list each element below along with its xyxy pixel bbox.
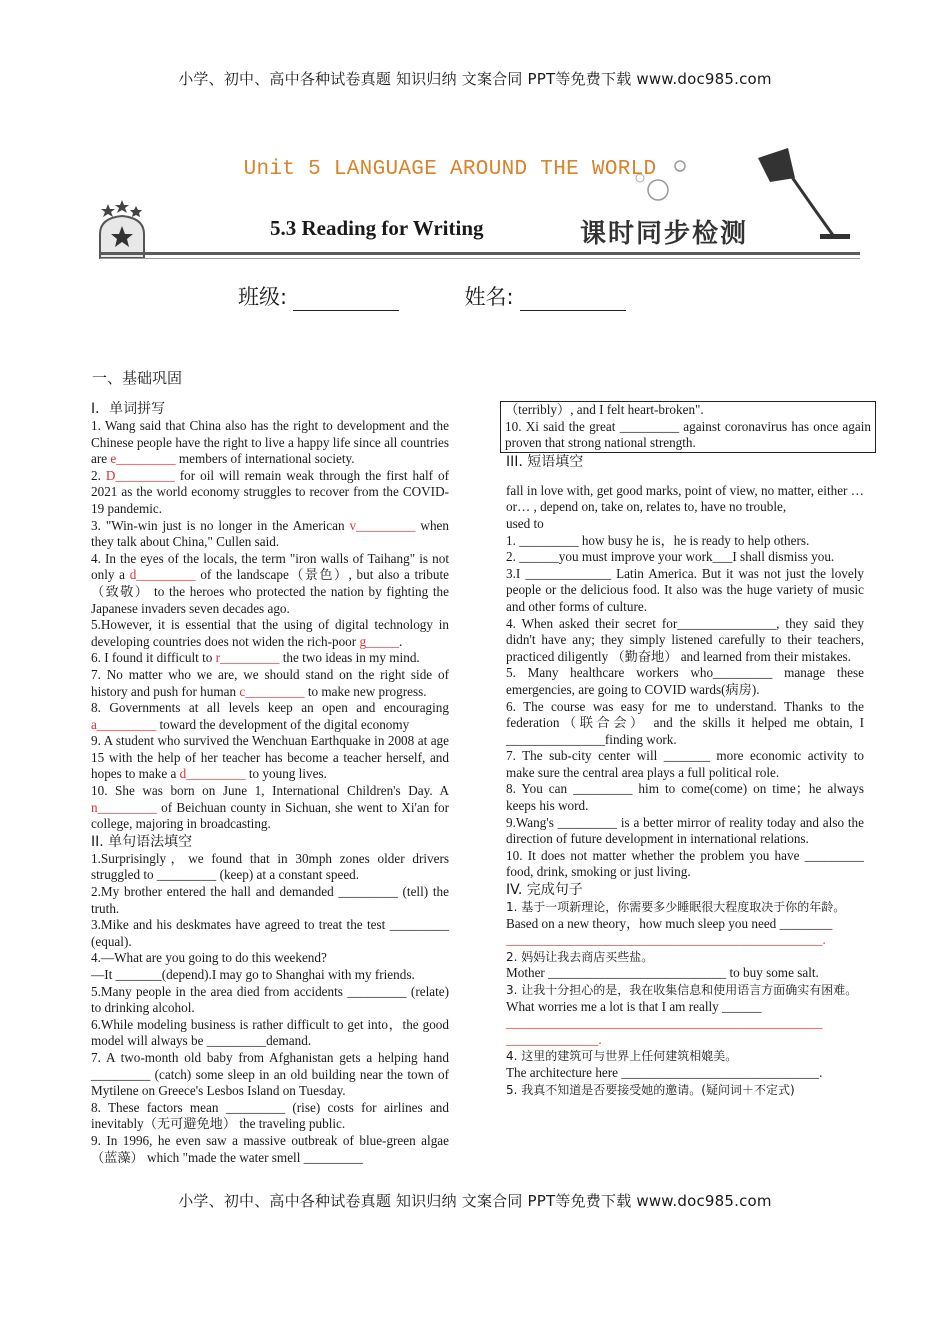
- unit-title: Unit 5 LANGUAGE AROUND THE WORLD: [243, 158, 657, 181]
- part2-item: 2.My brother entered the hall and demanded _________ (tell) the truth.: [91, 884, 449, 916]
- part1-item-text-rest: of the landscape（景色）, but also a tribute（致敬） to the heroes who protected the nation by fighting the Japanese invaders seven decades ago.: [91, 567, 449, 616]
- part1-item-text: 3. "Win-win just is no longer in the American: [91, 517, 350, 533]
- part4-en: The architecture here ______________________________.: [506, 1064, 823, 1080]
- answer-blank[interactable]: _________: [186, 766, 246, 782]
- part1-item-text: 10. She was born on June 1, International Children's Day. A: [91, 783, 449, 799]
- part2-item: 3.Mike and his deskmates have agreed to treat the test _________ (equal).: [91, 917, 449, 949]
- part1-item: [91, 650, 449, 667]
- part1-item: [91, 468, 449, 518]
- part4-cn: 1. 基于一项新理论，你需要多少睡眠很大程度取决于你的年龄。: [506, 900, 846, 915]
- part1-item-text-rest: when they talk about China," Cullen said.: [91, 517, 449, 550]
- part1-item-text: 1. Wang said that China also has the right to development and the Chinese people have the right to live a happy life since all countries are: [91, 418, 449, 467]
- right-column: [505, 401, 871, 1098]
- part3-item: 2. ______you must improve your work___I shall dismiss you.: [506, 549, 835, 565]
- part2-item: 1.Surprisingly，we found that in 30mph zones older drivers struggled to _________ (keep) at a constant speed.: [91, 850, 449, 883]
- part1-item: [91, 617, 449, 650]
- part1-item-text-rest: of Beichuan county in Sichuan, she went to Xi'an for college, majoring in broadcasting.: [91, 799, 449, 832]
- part3-item: 6. The course was easy for me to understand. Thanks to the federation（联合会） and the skills it helped me obtain, I _______________finding work.: [506, 698, 864, 747]
- left-column: [91, 400, 449, 1166]
- continued-box: [500, 401, 876, 453]
- header-divider: [100, 252, 860, 255]
- header-divider-thin: [100, 258, 860, 259]
- lesson-title: 5.3 Reading for Writing: [270, 216, 484, 240]
- answer-blank[interactable]: _________: [220, 650, 280, 666]
- part4-en: Mother ___________________________ to buy some salt.: [506, 965, 819, 981]
- answer-blank[interactable]: _________: [356, 517, 416, 533]
- stamp-title: 课时同步检测: [580, 219, 749, 249]
- hint-letter: a: [91, 716, 97, 732]
- part4-cn: 2. 妈妈让我去商店买些盐。: [506, 949, 654, 964]
- part1-item-text: 7. No matter who we are, we should stand on the right side of history and push for human: [91, 666, 449, 699]
- part4-cn: 4. 这里的建筑可与世界上任何建筑相媲美。: [506, 1049, 738, 1064]
- answer-blank[interactable]: _____: [366, 633, 400, 649]
- hint-letter: D: [105, 467, 116, 483]
- bottom-banner: 小学、初中、高中各种试卷真题 知识归纳 文案合同 PPT等免费下载 www.doc985.com: [178, 1192, 772, 1210]
- part1-item: [91, 700, 449, 733]
- part2-item: 5.Many people in the area died from accidents _________ (relate) to drinking alcohol.: [91, 983, 449, 1016]
- part2-item-10: 10. Xi said the great _________ against coronavirus has once again proven that strong national strength.: [505, 418, 871, 451]
- answer-blank[interactable]: _________: [97, 799, 157, 815]
- part1-item-text: 4. In the eyes of the locals, the term "iron walls of Taihang" is not only a: [91, 550, 449, 583]
- part1-item: [91, 783, 449, 833]
- part4-en: What worries me a lot is that I am really ______: [506, 998, 762, 1014]
- part3-item: 9.Wang's _________ is a better mirror of reality today and also the direction of future development in international relations.: [506, 814, 864, 847]
- part4-cn: 3. 让我十分担心的是，我在收集信息和使用语言方面确实有困难。: [506, 983, 858, 997]
- name-label: 姓名:: [464, 285, 514, 309]
- part2-item: —It _______(depend).I may go to Shanghai with my friends.: [91, 967, 415, 982]
- phrase-bank: fall in love with, get good marks, point of view, no matter, either …or… , depend on, take on, relates to, have no trouble,: [506, 482, 864, 515]
- part3-item: 5. Many healthcare workers who_________ manage these emergencies, are going to COVID wards(病房).: [506, 665, 864, 697]
- part3-heading: III. 短语填空: [506, 453, 584, 470]
- part3-item: 4. When asked their secret for_______________, they said they didn't have any; they simply listened carefully to their teachers, practiced diligently （勤奋地） and learned from their mistakes.: [506, 615, 864, 664]
- hint-letter: e: [110, 451, 117, 467]
- part1-item-text: 5.However, it is essential that the using of digital technology in developing countries does not widen the rich-poor: [91, 617, 449, 649]
- part1-item-text: 8. Governments at all levels keep an open and encouraging: [91, 700, 449, 716]
- part1-item: [91, 733, 449, 783]
- part3-item: 3.I _____________ Latin America. But it was not just the lovely people or the delicious food. It also was the huge variety of music and other forms of culture.: [506, 565, 864, 614]
- part4-answer-line: ________________________________________________: [506, 1015, 823, 1031]
- part3-item: 7. The sub-city center will _______ more economic activity to make sure the central area plays a full political role.: [506, 748, 864, 780]
- part1-item-text: 9. A student who survived the Wenchuan Earthquake in 2008 at age 15 with the help of her teacher has become a teacher herself, and hopes to make a: [91, 733, 449, 782]
- answer-blank[interactable]: _________: [245, 683, 305, 699]
- hint-letter: d: [129, 567, 137, 583]
- hint-letter: n: [91, 799, 98, 815]
- part1-item-text-rest: members of international society.: [175, 451, 355, 467]
- part1-item: [91, 551, 449, 617]
- hint-letter: g: [359, 633, 367, 649]
- part1-item-text-rest: to make new progress.: [304, 683, 427, 699]
- box-continued-text: （terribly）, and I felt heart-broken".: [505, 402, 704, 417]
- part2-item: 4.—What are you going to do this weekend?: [91, 950, 327, 966]
- class-field[interactable]: [293, 292, 399, 311]
- class-label: 班级:: [238, 285, 288, 309]
- part4-answer-line: ________________________________________________.: [506, 932, 826, 948]
- part3-item: 8. You can _________ him to come(come) on time；he always keeps his word.: [506, 781, 864, 814]
- part1-item-text-rest: .: [399, 633, 403, 649]
- part1-item-text: 2.: [91, 467, 106, 483]
- answer-blank[interactable]: _________: [136, 567, 196, 583]
- hint-letter: r: [215, 650, 221, 666]
- part4-en: Based on a new theory，how much sleep you need ________: [506, 915, 833, 931]
- part3-item: 1. _________ how busy he is，he is ready to help others.: [506, 532, 810, 548]
- part3-item: 10. It does not matter whether the problem you have _________ food, drink, smoking or just living.: [506, 847, 864, 880]
- hint-letter: c: [239, 683, 246, 699]
- section-heading: 一、基础巩固: [92, 369, 183, 387]
- part1-list: [91, 418, 449, 833]
- part2-heading: II. 单句语法填空: [91, 833, 193, 850]
- student-info-fields: [238, 281, 626, 311]
- part4-heading: IV. 完成句子: [506, 882, 583, 899]
- part2-item: 9. In 1996, he even saw a massive outbreak of blue-green algae（蓝藻） which "made the water smell _________: [91, 1132, 449, 1165]
- part4-cn: 5. 我真不知道是否要接受她的邀请。(疑问词＋不定式): [506, 1082, 795, 1097]
- part2-item: 8. These factors mean _________ (rise) costs for airlines and inevitably（无可避免地） the traveling public.: [91, 1099, 449, 1132]
- part1-item-text-rest: the two ideas in my mind.: [279, 650, 420, 666]
- phrase-bank-cont: used to: [506, 515, 544, 531]
- name-field[interactable]: [520, 292, 626, 311]
- part2-item: 6.While modeling business is rather difficult to get into，the good model will always be _________demand.: [91, 1016, 449, 1049]
- part1-item-text-rest: to young lives.: [245, 766, 327, 782]
- part1-item-text-rest: for oil will remain weak through the first half of 2021 as the world economy struggles to recover from the COVID-19 pandemic.: [91, 467, 449, 516]
- part1-item: [91, 418, 449, 468]
- hint-letter: d: [179, 766, 187, 782]
- hint-letter: v: [349, 517, 357, 533]
- part1-item-text-rest: toward the development of the digital economy: [156, 716, 410, 732]
- answer-blank[interactable]: _________: [96, 716, 157, 732]
- part1-item-text: 6. I found it difficult to: [91, 650, 216, 666]
- part1-item: [91, 518, 449, 551]
- part1-heading: I．单词拼写: [91, 401, 166, 417]
- part4-answer-line: ______________.: [506, 1031, 602, 1047]
- answer-blank[interactable]: _________: [115, 467, 175, 483]
- part1-item: [91, 667, 449, 700]
- part2-item: 7. A two-month old baby from Afghanistan gets a helping hand _________ (catch) some sleep in an old building near the town of Mytilene on Greece's Lesbos Island on Tuesday.: [91, 1049, 449, 1099]
- answer-blank[interactable]: _________: [116, 451, 176, 467]
- top-banner: 小学、初中、高中各种试卷真题 知识归纳 文案合同 PPT等免费下载 www.doc985.com: [178, 70, 772, 88]
